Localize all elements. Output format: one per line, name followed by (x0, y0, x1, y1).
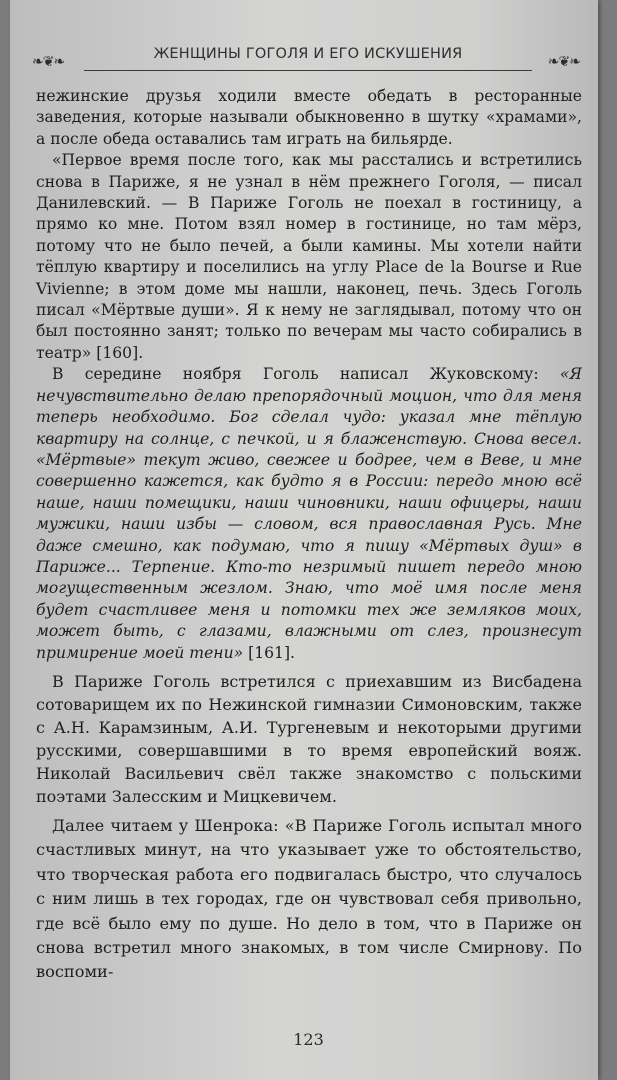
page-number: 123 (293, 1030, 324, 1049)
text-segment: В Париже Гоголь встретился с приехавшим из Висбадена сотоварищем их по Нежинской гимназии Симоновским, также с А.Н. Карамзиным, А.И. Тургеневым и некоторыми другими русскими, совершавшими в то время европейский вояж. Николай Васильевич свёл также знакомство с польскими поэтами Залесским и Мицкевичем. (36, 671, 582, 806)
ornament-right-icon: ❧❦❧ (547, 54, 580, 70)
paragraph (36, 670, 582, 808)
running-header (28, 42, 588, 76)
paragraph (36, 86, 582, 150)
running-header-title: ЖЕНЩИНЫ ГОГОЛЯ И ЕГО ИСКУШЕНИЯ (153, 46, 463, 62)
book-page (10, 0, 598, 1080)
text-segment: нежинские друзья ходили вместе обедать в ресторанные заведения, которые называли обыкновенно в шутку «храмами», а после обеда оставались там играть на бильярде. (36, 87, 582, 148)
text-segment: «Первое время после того, как мы расстались и встретились снова в Париже, я не узнал в нём прежнего Гоголя, — писал Данилевский. — В Париже Гоголь не поехал в гостиницу, а прямо ко мне. Потом взял номер в гостинице, но там мёрз, потому что не было печей, а были камины. Мы хотели найти тёплую квартиру и поселились на углу Place de la Bourse и Rue Vivienne; в этом доме мы нашли, наконец, печь. Здесь Гоголь писал «Мёртвые души». Я к нему не заглядывал, потому что он был постоянно занят; только по вечерам мы часто собирались в театр» [160]. (36, 151, 582, 362)
ornament-left-icon: ❧❦❧ (32, 54, 65, 70)
italic-quote-segment: «Я нечувствительно делаю препорядочный моцион, что для меня теперь необходимо. Бог сделал чудо: указал мне тёплую квартиру на солнце, с печкой, и я блаженствую. Снова весел. «Мёртвые» текут живо, свежее и бодрее, чем в Веве, и мне совершенно кажется, как будто я в России: передо мною всё наше, наши помещики, наши чиновники, наши офицеры, наши мужики, наши избы — словом, вся православная Русь. Мне даже смешно, как подумаю, что я пишу «Мёртвых душ» в Париже... Терпение. Кто-то незримый пишет передо мною могущественным жезлом. Знаю, что моё имя после меня будет счастливее меня и потомки тех же земляков моих, может быть, с глазами, влажными от слез, произнесут примирение моей тени» (36, 365, 582, 662)
text-segment: В середине ноября Гоголь написал Жуковскому: (52, 365, 560, 384)
text-segment: [161]. (243, 643, 296, 662)
paragraph-quote (36, 364, 582, 664)
text-segment: Далее читаем у Шенрока: «В Париже Гоголь испытал много счастливых минут, на что указывает уже то обстоятельство, что творческая работа его подвигалась быстро, что случалось с ним лишь в тех городах, где он чувствовал себя привольно, где всё было ему по душе. Но дело в том, что в Париже он снова встретил много знакомых, в том числе Смирнову. По воспоми- (36, 815, 582, 982)
header-rule (84, 70, 532, 71)
paragraph (36, 814, 582, 985)
body-text (36, 86, 582, 985)
paragraph (36, 150, 582, 364)
